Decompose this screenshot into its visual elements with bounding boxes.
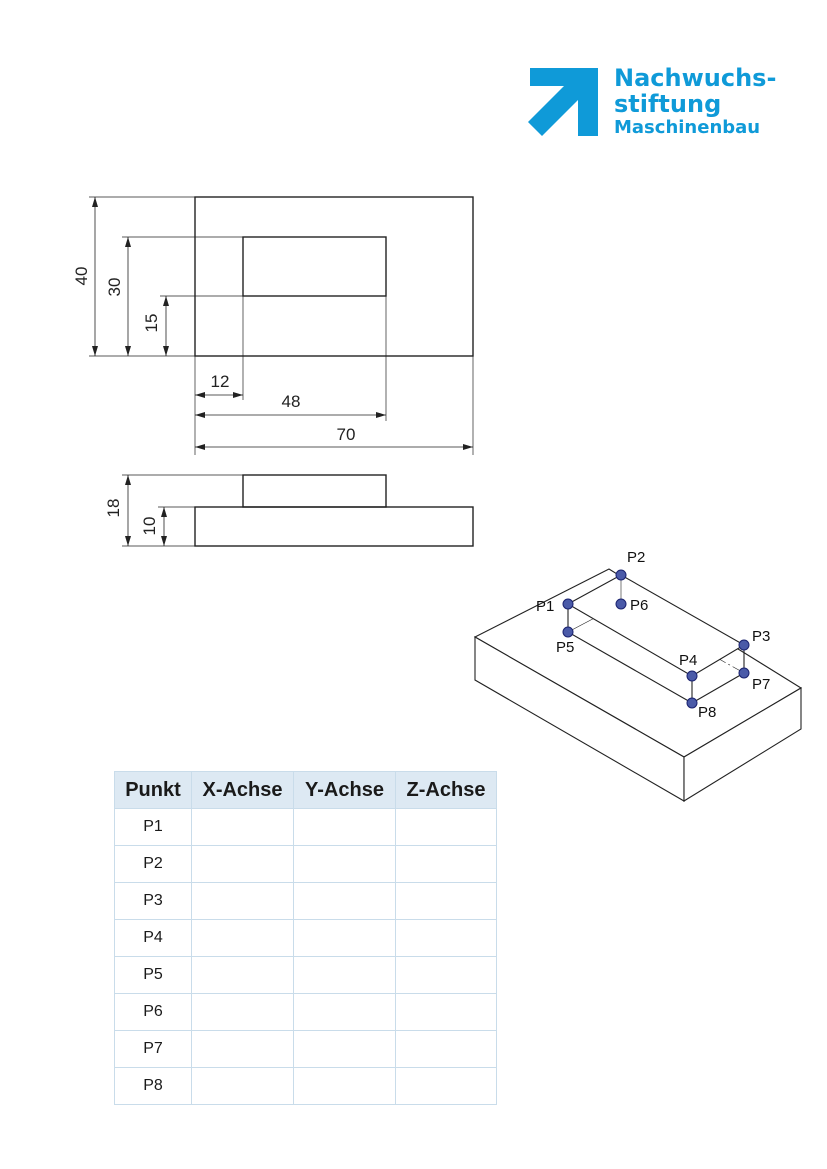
cell-point: P7 (115, 1031, 192, 1068)
table-row (115, 846, 497, 883)
cell-point: P8 (115, 1068, 192, 1105)
side-view-boss (243, 475, 386, 507)
dim-label-48: 48 (281, 392, 301, 411)
cell-z[interactable] (396, 846, 497, 883)
point-label-p3: P3 (752, 628, 771, 645)
top-view-outline (195, 197, 473, 356)
cell-z[interactable] (396, 1068, 497, 1105)
header-x-achse: X-Achse (192, 772, 294, 809)
cell-y[interactable] (294, 1031, 396, 1068)
dim-label-40: 40 (72, 266, 91, 286)
table-row (115, 1031, 497, 1068)
cell-x[interactable] (192, 1068, 294, 1105)
point-label-p1: P1 (536, 598, 555, 615)
point-label-p6: P6 (630, 597, 649, 614)
table-row (115, 809, 497, 846)
side-view (122, 475, 473, 546)
cell-y[interactable] (294, 809, 396, 846)
table-row (115, 1068, 497, 1105)
logo-text-line2: stiftung (614, 90, 722, 118)
table-row (115, 883, 497, 920)
cell-y[interactable] (294, 883, 396, 920)
cell-point: P3 (115, 883, 192, 920)
cell-y[interactable] (294, 846, 396, 883)
dim-label-10: 10 (140, 516, 159, 536)
table-header-row (115, 772, 497, 809)
table-row (115, 994, 497, 1031)
header-z-achse: Z-Achse (396, 772, 497, 809)
cell-x[interactable] (192, 1031, 294, 1068)
point-p2-marker (616, 570, 626, 580)
cell-point: P2 (115, 846, 192, 883)
top-view-pocket (243, 237, 386, 296)
cell-z[interactable] (396, 920, 497, 957)
coordinate-table (114, 771, 497, 1105)
cell-point: P6 (115, 994, 192, 1031)
cell-x[interactable] (192, 920, 294, 957)
logo-text-line3: Maschinenbau (614, 117, 761, 138)
cell-x[interactable] (192, 809, 294, 846)
cell-point: P5 (115, 957, 192, 994)
point-label-p5: P5 (556, 639, 575, 656)
logo-text-line1: Nachwuchs- (614, 64, 777, 92)
point-p3-marker (739, 640, 749, 650)
cell-y[interactable] (294, 994, 396, 1031)
cell-y[interactable] (294, 957, 396, 994)
cell-x[interactable] (192, 957, 294, 994)
dim-label-70: 70 (336, 425, 356, 444)
cell-z[interactable] (396, 883, 497, 920)
point-p8-marker (687, 698, 697, 708)
cell-x[interactable] (192, 994, 294, 1031)
dim-label-12: 12 (210, 372, 230, 391)
point-p1-marker (563, 599, 573, 609)
cell-z[interactable] (396, 994, 497, 1031)
point-p7-marker (739, 668, 749, 678)
header-punkt: Punkt (115, 772, 192, 809)
dim-label-30: 30 (105, 277, 124, 297)
cell-x[interactable] (192, 846, 294, 883)
side-view-base (195, 507, 473, 546)
table-row (115, 957, 497, 994)
cell-x[interactable] (192, 883, 294, 920)
point-label-p4: P4 (679, 652, 698, 669)
cell-z[interactable] (396, 957, 497, 994)
point-label-p2: P2 (627, 549, 646, 566)
dim-label-15: 15 (142, 313, 161, 333)
cell-point: P4 (115, 920, 192, 957)
point-label-p7: P7 (752, 676, 771, 693)
point-label-p8: P8 (698, 704, 717, 721)
table-row (115, 920, 497, 957)
dim-label-18: 18 (104, 498, 123, 518)
cell-y[interactable] (294, 1068, 396, 1105)
cell-y[interactable] (294, 920, 396, 957)
cell-point: P1 (115, 809, 192, 846)
point-p5-marker (563, 627, 573, 637)
cell-z[interactable] (396, 809, 497, 846)
cell-z[interactable] (396, 1031, 497, 1068)
header-y-achse: Y-Achse (294, 772, 396, 809)
coordinate-table-wrapper (114, 771, 497, 1105)
point-p4-marker (687, 671, 697, 681)
point-p6-marker (616, 599, 626, 609)
